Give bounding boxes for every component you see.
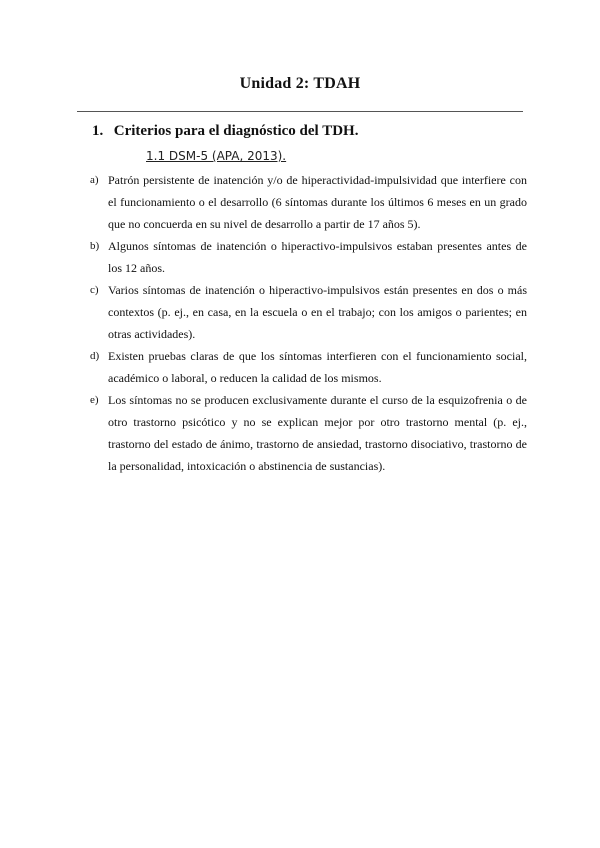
- criterion-item-b: [90, 235, 527, 279]
- title-divider: [77, 111, 523, 112]
- criterion-marker: d): [90, 350, 100, 362]
- section-heading-text: Criterios para el diagnóstico del TDH.: [113, 123, 359, 139]
- section-heading: [92, 123, 358, 140]
- criterion-item-e: [90, 389, 527, 477]
- criterion-text: Varios síntomas de inatención o hiperactivo-impulsivos están presentes en dos o más contextos (p. ej., en casa, en la escuela o en el trabajo; con los amigos o parientes; en otras actividades).: [108, 283, 527, 341]
- criterion-item-c: [90, 279, 527, 345]
- section-number: 1.: [92, 123, 104, 139]
- subsection-heading: 1.1 DSM-5 (APA, 2013).: [146, 149, 287, 163]
- criterion-marker: b): [90, 240, 100, 252]
- criterion-marker: a): [90, 174, 99, 186]
- page-title: Unidad 2: TDAH: [239, 75, 361, 92]
- criterion-item-a: [90, 169, 527, 235]
- criterion-text: Existen pruebas claras de que los síntomas interfieren con el funcionamiento social, académico o laboral, o reducen la calidad de los mismos.: [108, 349, 527, 385]
- criterion-marker: c): [90, 284, 99, 296]
- criterion-item-d: [90, 345, 527, 389]
- criterion-text: Algunos síntomas de inatención o hiperactivo-impulsivos estaban presentes antes de los 12 años.: [108, 239, 527, 275]
- criterion-text: Los síntomas no se producen exclusivamente durante el curso de la esquizofrenia o de otro trastorno psicótico y no se explican mejor por otro trastorno mental (p. ej., trastorno del estado de ánimo, trastorno de ansiedad, trastorno disociativo, trastorno de la personalidad, intoxicación o abstinencia de sustancias).: [108, 393, 527, 473]
- criterion-marker: e): [90, 394, 99, 406]
- criterion-text: Patrón persistente de inatención y/o de hiperactividad-impulsividad que interfiere con el funcionamiento o el desarrollo (6 síntomas durante los últimos 6 meses en un grado que no concuerda en su nivel de desarrollo a partir de 17 años 5).: [108, 173, 527, 231]
- criteria-list: [90, 169, 527, 477]
